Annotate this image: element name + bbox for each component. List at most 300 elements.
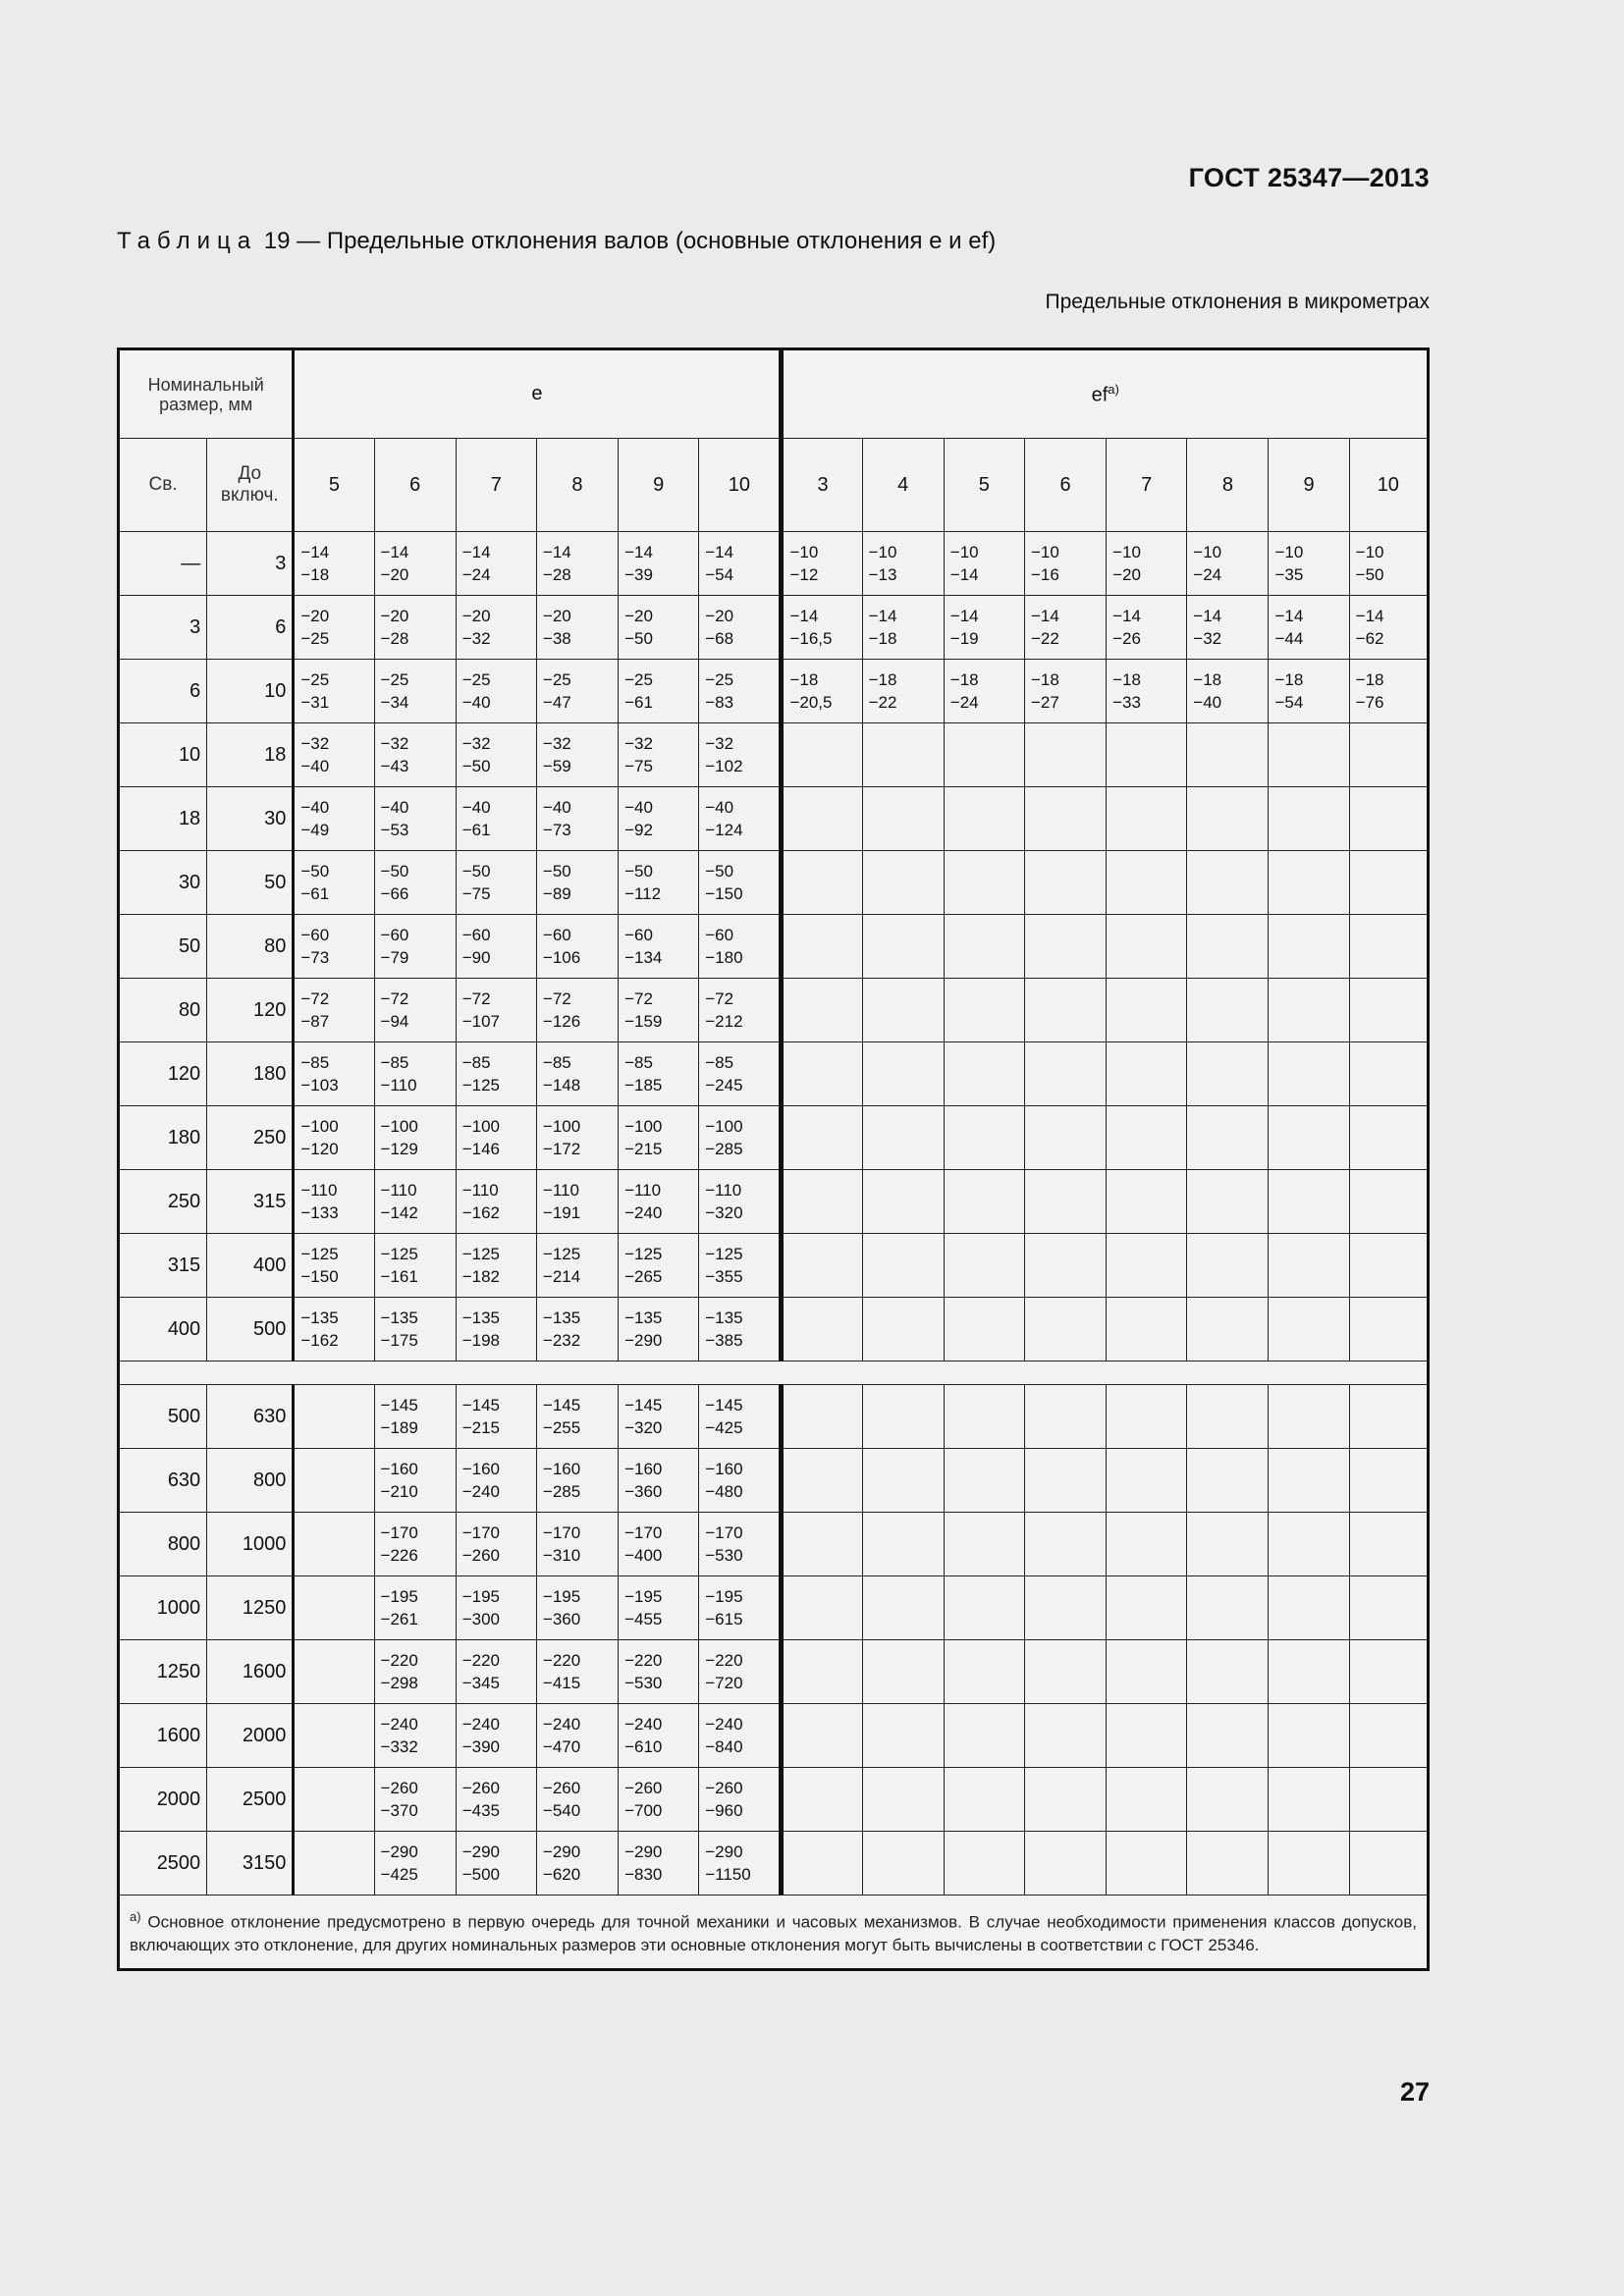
lower-deviation: −840: [705, 1737, 743, 1756]
lower-deviation: −22: [1030, 629, 1059, 648]
deviation-cell-e: [374, 532, 456, 596]
upper-deviation: −18: [868, 670, 897, 689]
lower-deviation: −191: [542, 1203, 581, 1222]
size-from-cell: 1600: [119, 1704, 207, 1768]
deviation-cell-ef: [1024, 596, 1106, 660]
deviation-cell-e: [374, 1042, 456, 1106]
deviation-cell-e: [456, 787, 536, 851]
deviation-cell-ef: [1024, 660, 1106, 723]
upper-deviation: −85: [461, 1053, 491, 1072]
lower-deviation: −26: [1112, 629, 1141, 648]
deviation-cell-e: [619, 979, 699, 1042]
lower-deviation: −14: [949, 565, 979, 584]
upper-deviation: −14: [300, 543, 330, 561]
lower-deviation: −73: [542, 821, 571, 839]
size-from-cell: 800: [119, 1513, 207, 1576]
deviation-cell-ef: [1269, 532, 1349, 596]
deviation-cell-e: [294, 723, 374, 787]
deviation-cell-e: [294, 1513, 374, 1576]
lower-deviation: −370: [380, 1801, 418, 1820]
lower-deviation: −54: [705, 565, 734, 584]
deviation-cell-ef: [1269, 1042, 1349, 1106]
size-from-cell: 400: [119, 1298, 207, 1362]
deviation-cell-ef: [1024, 1513, 1106, 1576]
grade-header: 8: [1187, 439, 1269, 532]
deviation-cell-e: [699, 1640, 782, 1704]
upper-deviation: −290: [380, 1842, 418, 1861]
deviation-cell-ef: [782, 1704, 862, 1768]
deviation-cell-ef: [1269, 979, 1349, 1042]
lower-deviation: −265: [624, 1267, 663, 1286]
deviation-cell-ef: [1349, 723, 1428, 787]
lower-deviation: −226: [380, 1546, 418, 1565]
deviation-cell-e: [456, 1768, 536, 1832]
lower-deviation: −35: [1274, 565, 1304, 584]
deviation-cell-ef: [862, 660, 944, 723]
deviation-cell-e: [619, 1106, 699, 1170]
deviation-cell-ef: [1269, 787, 1349, 851]
lower-deviation: −129: [380, 1140, 418, 1158]
upper-deviation: −60: [542, 926, 571, 944]
upper-deviation: −20: [300, 607, 330, 625]
deviation-cell-e: [619, 723, 699, 787]
deviation-cell-e: [374, 787, 456, 851]
lower-deviation: −162: [300, 1331, 339, 1350]
deviation-cell-ef: [944, 979, 1024, 1042]
upper-deviation: −14: [1274, 607, 1304, 625]
table-row: [119, 1704, 1429, 1768]
size-to-cell: 180: [207, 1042, 294, 1106]
upper-deviation: −135: [300, 1308, 339, 1327]
deviation-cell-e: [374, 1832, 456, 1896]
deviation-cell-e: [456, 1704, 536, 1768]
lower-deviation: −18: [300, 565, 330, 584]
deviation-cell-ef: [944, 1385, 1024, 1449]
upper-deviation: −195: [705, 1587, 743, 1606]
lower-deviation: −20,5: [789, 693, 833, 712]
deviation-cell-ef: [1269, 915, 1349, 979]
deviation-cell-e: [699, 1768, 782, 1832]
deviation-cell-ef: [1107, 1449, 1187, 1513]
upper-deviation: −125: [705, 1245, 743, 1263]
deviation-cell-ef: [862, 915, 944, 979]
deviation-cell-ef: [1024, 1576, 1106, 1640]
size-from-cell: 2500: [119, 1832, 207, 1896]
lower-deviation: −75: [624, 757, 653, 775]
upper-deviation: −18: [789, 670, 819, 689]
footnote-ref: а): [1108, 381, 1119, 397]
deviation-cell-ef: [1107, 1298, 1187, 1362]
deviation-cell-ef: [1024, 1768, 1106, 1832]
upper-deviation: −32: [705, 734, 734, 753]
deviation-cell-ef: [944, 1832, 1024, 1896]
deviation-cell-e: [536, 723, 618, 787]
deviation-cell-e: [699, 1513, 782, 1576]
upper-deviation: −160: [542, 1460, 581, 1478]
deviation-cell-ef: [944, 1234, 1024, 1298]
upper-deviation: −135: [380, 1308, 418, 1327]
lower-deviation: −90: [461, 948, 491, 967]
size-to-cell: 18: [207, 723, 294, 787]
deviation-cell-e: [374, 1298, 456, 1362]
deviation-cell-e: [374, 1449, 456, 1513]
lower-deviation: −83: [705, 693, 734, 712]
deviation-cell-e: [699, 1234, 782, 1298]
deviation-cell-ef: [1269, 1513, 1349, 1576]
deviation-cell-e: [456, 1170, 536, 1234]
grade-header: 5: [294, 439, 374, 532]
deviation-cell-ef: [1187, 1385, 1269, 1449]
table-row: [119, 723, 1429, 787]
deviation-cell-ef: [1187, 1640, 1269, 1704]
size-from-cell: 50: [119, 915, 207, 979]
deviation-cell-ef: [862, 1106, 944, 1170]
lower-deviation: −185: [624, 1076, 663, 1095]
lower-deviation: −102: [705, 757, 743, 775]
deviation-cell-e: [536, 1106, 618, 1170]
deviation-cell-ef: [1269, 723, 1349, 787]
lower-deviation: −172: [542, 1140, 581, 1158]
lower-deviation: −40: [461, 693, 491, 712]
upper-deviation: −135: [624, 1308, 663, 1327]
size-from-cell: 1000: [119, 1576, 207, 1640]
lower-deviation: −298: [380, 1674, 418, 1692]
deviation-cell-ef: [782, 979, 862, 1042]
footnote: [119, 1896, 1429, 1970]
deviation-cell-e: [619, 1768, 699, 1832]
size-from-cell: 18: [119, 787, 207, 851]
lower-deviation: −425: [380, 1865, 418, 1884]
nominal-size-header: Номинальный размер, мм: [119, 349, 294, 439]
deviation-cell-ef: [1349, 1576, 1428, 1640]
lower-deviation: −75: [461, 884, 491, 903]
upper-deviation: −100: [624, 1117, 663, 1136]
lower-deviation: −189: [380, 1418, 418, 1437]
deviation-cell-ef: [944, 787, 1024, 851]
lower-deviation: −530: [705, 1546, 743, 1565]
upper-deviation: −50: [380, 862, 409, 881]
lower-deviation: −24: [1193, 565, 1222, 584]
deviation-cell-e: [619, 1832, 699, 1896]
upper-deviation: −160: [624, 1460, 663, 1478]
deviation-cell-e: [699, 979, 782, 1042]
lower-deviation: −142: [380, 1203, 418, 1222]
lower-deviation: −470: [542, 1737, 581, 1756]
deviation-cell-ef: [1269, 1298, 1349, 1362]
upper-deviation: −260: [542, 1779, 581, 1797]
lower-deviation: −112: [624, 884, 662, 903]
size-from-cell: 1250: [119, 1640, 207, 1704]
deviation-cell-ef: [1024, 1449, 1106, 1513]
deviation-cell-e: [699, 723, 782, 787]
deviation-cell-e: [699, 1576, 782, 1640]
table-title-text: — Предельные отклонения валов (основные отклонения е и ef): [297, 228, 997, 254]
lower-deviation: −610: [624, 1737, 663, 1756]
lower-deviation: −720: [705, 1674, 743, 1692]
deviation-cell-ef: [944, 1449, 1024, 1513]
lower-deviation: −27: [1030, 693, 1059, 712]
table-row: [119, 1513, 1429, 1576]
upper-deviation: −40: [624, 798, 653, 817]
lower-deviation: −240: [624, 1203, 663, 1222]
table-row: [119, 1640, 1429, 1704]
deviation-cell-ef: [1107, 1106, 1187, 1170]
deviation-cell-ef: [1107, 787, 1187, 851]
deviation-cell-e: [294, 596, 374, 660]
deviation-cell-e: [536, 532, 618, 596]
deviation-cell-ef: [944, 596, 1024, 660]
deviation-cell-ef: [1187, 723, 1269, 787]
footnote-text: Основное отклонение предусмотрено в первую очередь для точной механики и часовых механизмов. В случае необходимости применения классов допусков, включающих это отклонение, для других номинальных размеров эти основные отклонения могут быть вычислены в соответствии с ГОСТ 25346.: [130, 1912, 1417, 1954]
upper-deviation: −50: [461, 862, 491, 881]
upper-deviation: −145: [461, 1396, 501, 1415]
upper-deviation: −18: [1193, 670, 1222, 689]
deviation-cell-ef: [782, 1576, 862, 1640]
deviation-cell-ef: [862, 596, 944, 660]
deviation-cell-ef: [1187, 1576, 1269, 1640]
upper-deviation: −100: [380, 1117, 418, 1136]
deviation-cell-ef: [1269, 660, 1349, 723]
lower-deviation: −198: [461, 1331, 501, 1350]
deviation-cell-ef: [1269, 1640, 1349, 1704]
upper-deviation: −240: [380, 1715, 418, 1734]
lower-deviation: −332: [380, 1737, 418, 1756]
deviation-cell-ef: [944, 1768, 1024, 1832]
deviation-cell-e: [699, 1449, 782, 1513]
deviation-cell-ef: [862, 532, 944, 596]
deviation-cell-ef: [862, 1513, 944, 1576]
lower-deviation: −390: [461, 1737, 501, 1756]
upper-deviation: −25: [380, 670, 409, 689]
deviation-cell-e: [456, 532, 536, 596]
upper-deviation: −195: [624, 1587, 663, 1606]
deviation-cell-e: [536, 1768, 618, 1832]
upper-deviation: −10: [1355, 543, 1384, 561]
lower-deviation: −150: [300, 1267, 339, 1286]
upper-deviation: −60: [705, 926, 734, 944]
size-to-cell: 315: [207, 1170, 294, 1234]
table-row: [119, 1832, 1429, 1896]
lower-deviation: −161: [380, 1267, 418, 1286]
upper-deviation: −14: [705, 543, 734, 561]
upper-deviation: −72: [542, 989, 571, 1008]
lower-deviation: −159: [624, 1012, 663, 1031]
upper-deviation: −135: [542, 1308, 581, 1327]
lower-deviation: −107: [461, 1012, 501, 1031]
deviation-cell-e: [619, 1170, 699, 1234]
size-to-cell: 120: [207, 979, 294, 1042]
deviation-cell-e: [536, 851, 618, 915]
upper-deviation: −260: [380, 1779, 418, 1797]
upper-deviation: −100: [461, 1117, 501, 1136]
lower-deviation: −110: [380, 1076, 417, 1095]
size-from-cell: —: [119, 532, 207, 596]
deviation-cell-ef: [782, 1234, 862, 1298]
upper-deviation: −290: [624, 1842, 663, 1861]
size-to-cell: 400: [207, 1234, 294, 1298]
deviation-cell-ef: [944, 1576, 1024, 1640]
deviation-cell-e: [536, 1640, 618, 1704]
deviation-cell-e: [699, 915, 782, 979]
deviation-cell-e: [699, 660, 782, 723]
deviation-cell-e: [456, 596, 536, 660]
size-to-cell: 2000: [207, 1704, 294, 1768]
size-from-cell: 250: [119, 1170, 207, 1234]
upper-deviation: −110: [300, 1181, 338, 1200]
size-to-cell: 250: [207, 1106, 294, 1170]
upper-deviation: −40: [705, 798, 734, 817]
upper-deviation: −18: [949, 670, 979, 689]
upper-deviation: −110: [705, 1181, 742, 1200]
deviation-cell-ef: [1107, 1576, 1187, 1640]
deviation-cell-e: [619, 915, 699, 979]
deviation-cell-e: [536, 1234, 618, 1298]
table-row: [119, 1449, 1429, 1513]
upper-deviation: −72: [705, 989, 734, 1008]
deviation-cell-e: [294, 1234, 374, 1298]
deviation-cell-e: [294, 1449, 374, 1513]
lower-deviation: −61: [624, 693, 653, 712]
upper-deviation: −240: [461, 1715, 501, 1734]
lower-deviation: −31: [300, 693, 330, 712]
grade-header: 9: [619, 439, 699, 532]
deviation-cell-ef: [782, 1106, 862, 1170]
upper-deviation: −60: [461, 926, 491, 944]
lower-deviation: −22: [868, 693, 897, 712]
lower-deviation: −175: [380, 1331, 418, 1350]
upper-deviation: −160: [380, 1460, 418, 1478]
upper-deviation: −10: [1112, 543, 1141, 561]
upper-deviation: −14: [461, 543, 491, 561]
table-row: [119, 915, 1429, 979]
upper-deviation: −20: [461, 607, 491, 625]
deviation-cell-ef: [1187, 1449, 1269, 1513]
deviation-cell-e: [456, 1513, 536, 1576]
size-to-cell: 500: [207, 1298, 294, 1362]
deviation-cell-e: [619, 1513, 699, 1576]
upper-deviation: −32: [542, 734, 571, 753]
lower-deviation: −146: [461, 1140, 501, 1158]
deviation-cell-e: [699, 1385, 782, 1449]
lower-deviation: −16,5: [789, 629, 833, 648]
deviation-cell-ef: [782, 915, 862, 979]
deviation-cell-ef: [862, 1704, 944, 1768]
upper-deviation: −85: [542, 1053, 571, 1072]
table-row: [119, 979, 1429, 1042]
upper-deviation: −145: [542, 1396, 581, 1415]
lower-deviation: −120: [300, 1140, 339, 1158]
size-from-cell: 180: [119, 1106, 207, 1170]
lower-deviation: −94: [380, 1012, 409, 1031]
deviation-cell-ef: [1107, 979, 1187, 1042]
deviation-cell-ef: [1269, 1704, 1349, 1768]
grade-header: 7: [1107, 439, 1187, 532]
deviation-table: [117, 347, 1430, 1971]
deviation-cell-e: [456, 723, 536, 787]
deviation-cell-ef: [1269, 1768, 1349, 1832]
deviation-cell-e: [699, 1832, 782, 1896]
deviation-cell-ef: [1024, 787, 1106, 851]
deviation-cell-ef: [1024, 1298, 1106, 1362]
deviation-cell-ef: [862, 723, 944, 787]
upper-deviation: −160: [705, 1460, 743, 1478]
deviation-cell-ef: [1349, 1234, 1428, 1298]
deviation-cell-ef: [1024, 1234, 1106, 1298]
lower-deviation: −255: [542, 1418, 581, 1437]
lower-deviation: −232: [542, 1331, 581, 1350]
deviation-cell-ef: [1107, 1385, 1187, 1449]
deviation-cell-e: [374, 1170, 456, 1234]
lower-deviation: −103: [300, 1076, 339, 1095]
deviation-cell-ef: [1024, 1640, 1106, 1704]
deviation-cell-e: [619, 660, 699, 723]
lower-deviation: −148: [542, 1076, 581, 1095]
lower-deviation: −435: [461, 1801, 501, 1820]
deviation-cell-ef: [1024, 851, 1106, 915]
size-to-cell: 2500: [207, 1768, 294, 1832]
deviation-cell-ef: [944, 723, 1024, 787]
deviation-cell-ef: [944, 1106, 1024, 1170]
upper-deviation: −290: [461, 1842, 501, 1861]
deviation-cell-ef: [1107, 660, 1187, 723]
deviation-cell-e: [456, 979, 536, 1042]
lower-deviation: −615: [705, 1610, 743, 1629]
upper-deviation: −85: [380, 1053, 409, 1072]
deviation-cell-ef: [1107, 851, 1187, 915]
deviation-cell-e: [294, 1640, 374, 1704]
lower-deviation: −76: [1355, 693, 1384, 712]
size-to-cell: 50: [207, 851, 294, 915]
lower-deviation: −43: [380, 757, 409, 775]
upper-deviation: −135: [705, 1308, 743, 1327]
upper-deviation: −32: [380, 734, 409, 753]
lower-deviation: −530: [624, 1674, 663, 1692]
lower-deviation: −245: [705, 1076, 743, 1095]
deviation-cell-ef: [1349, 596, 1428, 660]
units-note: Предельные отклонения в микрометрах: [1045, 291, 1430, 313]
upper-deviation: −40: [380, 798, 409, 817]
lower-deviation: −182: [461, 1267, 501, 1286]
deviation-cell-ef: [1024, 1704, 1106, 1768]
deviation-cell-e: [619, 1640, 699, 1704]
deviation-cell-e: [374, 1640, 456, 1704]
deviation-cell-e: [619, 1704, 699, 1768]
deviation-cell-e: [374, 596, 456, 660]
deviation-cell-ef: [1187, 979, 1269, 1042]
lower-deviation: −455: [624, 1610, 663, 1629]
deviation-cell-ef: [782, 1832, 862, 1896]
upper-deviation: −32: [461, 734, 491, 753]
deviation-cell-e: [294, 787, 374, 851]
lower-deviation: −300: [461, 1610, 501, 1629]
deviation-cell-e: [294, 1768, 374, 1832]
upper-deviation: −135: [461, 1308, 501, 1327]
deviation-cell-ef: [1107, 1832, 1187, 1896]
deviation-cell-ef: [1187, 1832, 1269, 1896]
lower-deviation: −620: [542, 1865, 581, 1884]
lower-deviation: −39: [624, 565, 653, 584]
deviation-cell-ef: [1107, 1042, 1187, 1106]
footnote-marker: а): [130, 1909, 141, 1924]
lower-deviation: −320: [624, 1418, 663, 1437]
deviation-cell-ef: [1187, 1106, 1269, 1170]
upper-deviation: −20: [542, 607, 571, 625]
deviation-cell-ef: [1349, 1832, 1428, 1896]
lower-deviation: −50: [624, 629, 653, 648]
deviation-cell-e: [374, 1704, 456, 1768]
deviation-cell-ef: [1269, 1449, 1349, 1513]
deviation-cell-e: [619, 1385, 699, 1449]
